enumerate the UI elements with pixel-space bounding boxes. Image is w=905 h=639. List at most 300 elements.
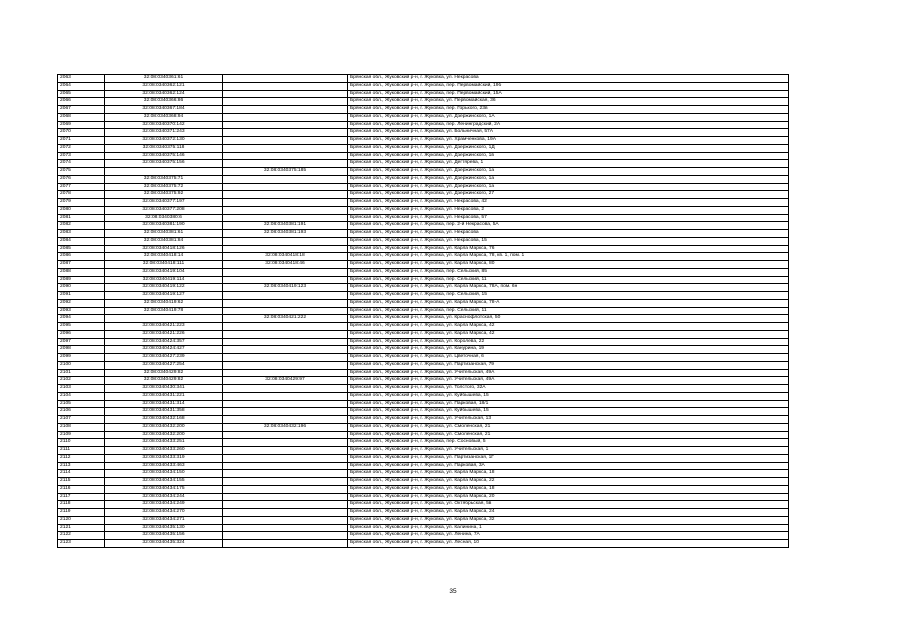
related-cadastral-number-cell — [223, 307, 348, 315]
related-cadastral-number-cell — [223, 191, 348, 199]
table-row — [58, 431, 789, 439]
address-cell: Брянская обл., Жуковский р-н, г. Жуковка, ул. Карла Маркса, 18 — [348, 485, 789, 493]
cadastral-number-cell: 32:08:0340434:270 — [105, 509, 223, 517]
related-cadastral-number-cell: 32:08:0340418:18 — [223, 253, 348, 261]
row-number-cell: 2086 — [58, 253, 105, 261]
address-cell: Брянская обл., Жуковский р-н, г. Жуковка, ул. Некрасова, 57 — [348, 214, 789, 222]
related-cadastral-number-cell: 32:08:0340381:193 — [223, 230, 348, 238]
related-cadastral-number-cell: 32:08:0340375:185 — [223, 168, 348, 176]
table-row — [58, 501, 789, 509]
related-cadastral-number-cell — [223, 323, 348, 331]
address-cell: Брянская обл., Жуковский р-н, г. Жуковка, ул. Больничная, 57А — [348, 129, 789, 137]
table-row — [58, 338, 789, 346]
cadastral-number-cell: 32:08:0340427:254 — [105, 361, 223, 369]
row-number-cell: 2089 — [58, 276, 105, 284]
row-number-cell: 2100 — [58, 361, 105, 369]
row-number-cell: 2113 — [58, 462, 105, 470]
row-number-cell: 2084 — [58, 237, 105, 245]
address-cell: Брянская обл., Жуковский р-н, г. Жуковка, ул. Некрасова, 15 — [348, 237, 789, 245]
cadastral-number-cell: 32:08:0340434:155 — [105, 478, 223, 486]
related-cadastral-number-cell — [223, 447, 348, 455]
related-cadastral-number-cell — [223, 385, 348, 393]
address-cell: Брянская обл., Жуковский р-н, г. Жуковка, ул. Партизанская, 1Г — [348, 454, 789, 462]
related-cadastral-number-cell — [223, 160, 348, 168]
cadastral-number-cell: 32:08:0340418:111 — [105, 261, 223, 269]
cadastral-number-cell: 32:08:0340434:150 — [105, 470, 223, 478]
cadastral-number-cell: 32:08:0340419:104 — [105, 268, 223, 276]
row-number-cell: 2110 — [58, 439, 105, 447]
cadastral-number-cell: 32:08:0340372:130 — [105, 137, 223, 145]
row-number-cell: 2121 — [58, 524, 105, 532]
cadastral-number-cell: 32:08:0340371:243 — [105, 129, 223, 137]
table-row — [58, 268, 789, 276]
table-row — [58, 516, 789, 524]
cadastral-number-cell: 32:08:0340380:6 — [105, 214, 223, 222]
cadastral-number-cell: 32:08:0340368:94 — [105, 113, 223, 121]
cadastral-number-cell: 32:08:0340375:72 — [105, 183, 223, 191]
address-cell: Брянская обл., Жуковский р-н, г. Жуковка, ул. Карла Маркса, 32 — [348, 516, 789, 524]
table-row — [58, 284, 789, 292]
table-row — [58, 462, 789, 470]
row-number-cell: 2065 — [58, 90, 105, 98]
cadastral-number-cell: 32:08:0340377:208 — [105, 206, 223, 214]
related-cadastral-number-cell — [223, 532, 348, 540]
related-cadastral-number-cell — [223, 454, 348, 462]
row-number-cell: 2109 — [58, 431, 105, 439]
table-row — [58, 509, 789, 517]
row-number-cell: 2095 — [58, 323, 105, 331]
table-row — [58, 121, 789, 129]
table-row — [58, 315, 789, 323]
address-cell: Брянская обл., Жуковский р-н, г. Жуковка, ул. Некрасова — [348, 75, 789, 83]
cadastral-number-cell: 32:08:0340419:127 — [105, 292, 223, 300]
table-row — [58, 524, 789, 532]
cadastral-number-cell: 32:08:0340432:168 — [105, 416, 223, 424]
table-row — [58, 299, 789, 307]
table-row — [58, 152, 789, 160]
row-number-cell: 2072 — [58, 144, 105, 152]
table-row — [58, 82, 789, 90]
row-number-cell: 2083 — [58, 230, 105, 238]
row-number-cell: 2076 — [58, 175, 105, 183]
cadastral-number-cell: 32:08:0340427:239 — [105, 354, 223, 362]
related-cadastral-number-cell — [223, 485, 348, 493]
cadastral-number-cell: 32:08:0340432:200 — [105, 431, 223, 439]
cadastral-number-cell: 32:08:0340421:226 — [105, 330, 223, 338]
address-cell: Брянская обл., Жуковский р-н, г. Жуковка, ул. Калинина, 1 — [348, 524, 789, 532]
table-row — [58, 485, 789, 493]
related-cadastral-number-cell — [223, 129, 348, 137]
address-cell: Брянская обл., Жуковский р-н, г. Жуковка, ул. Дзержинского, 1в — [348, 152, 789, 160]
table-row — [58, 377, 789, 385]
cadastral-number-cell: 32:08:0340381:84 — [105, 237, 223, 245]
cadastral-number-cell: 32:08:0340433:463 — [105, 462, 223, 470]
row-number-cell: 2073 — [58, 152, 105, 160]
cadastral-number-cell: 32:08:0340435:156 — [105, 532, 223, 540]
row-number-cell: 2063 — [58, 75, 105, 83]
address-cell: Брянская обл., Жуковский р-н, г. Жуковка, ул. Дзержинского, 1а — [348, 168, 789, 176]
cadastral-number-cell: 32:08:0340421:223 — [105, 323, 223, 331]
related-cadastral-number-cell — [223, 416, 348, 424]
address-cell: Брянская обл., Жуковский р-н, г. Жуковка, ул. Карла Маркса, 78, кв. 1, пом. 1 — [348, 253, 789, 261]
address-cell: Брянская обл., Жуковский р-н, г. Жуковка, ул. Карла Маркса, 18 — [348, 470, 789, 478]
address-cell: Брянская обл., Жуковский р-н, г. Жуковка, ул. Учительская, 49А — [348, 369, 789, 377]
cadastral-number-cell: 32:08:0340381:190 — [105, 222, 223, 230]
row-number-cell: 2087 — [58, 261, 105, 269]
address-cell: Брянская обл., Жуковский р-н, г. Жуковка, ул. Учительская, 49А — [348, 377, 789, 385]
table-row — [58, 400, 789, 408]
related-cadastral-number-cell: 32:08:0340432:196 — [223, 423, 348, 431]
address-cell: Брянская обл., Жуковский р-н, г. Жуковка, ул. Карла Маркса, 78А, пом. 6н — [348, 284, 789, 292]
table-row — [58, 493, 789, 501]
related-cadastral-number-cell — [223, 152, 348, 160]
table-row — [58, 168, 789, 176]
address-cell: Брянская обл., Жуковский р-н, г. Жуковка, ул. Парковая, 3А — [348, 462, 789, 470]
row-number-cell: 2114 — [58, 470, 105, 478]
cadastral-number-cell: 32:08:0340434:244 — [105, 493, 223, 501]
row-number-cell: 2106 — [58, 408, 105, 416]
address-cell: Брянская обл., Жуковский р-н, г. Жуковка, ул. Партизанская, 79 — [348, 361, 789, 369]
address-cell: Брянская обл., Жуковский р-н, г. Жуковка, ул. Дзержинского, 1А — [348, 113, 789, 121]
cadastral-number-cell: 32:08:0340419:78 — [105, 307, 223, 315]
cadastral-number-cell: 32:08:0340424:427 — [105, 346, 223, 354]
table-row — [58, 137, 789, 145]
row-number-cell: 2074 — [58, 160, 105, 168]
related-cadastral-number-cell: 32:08:0340381:191 — [223, 222, 348, 230]
table-row — [58, 392, 789, 400]
related-cadastral-number-cell — [223, 408, 348, 416]
row-number-cell: 2088 — [58, 268, 105, 276]
row-number-cell: 2090 — [58, 284, 105, 292]
cadastral-number-cell: 32:08:0340370:142 — [105, 121, 223, 129]
cadastral-number-cell — [105, 168, 223, 176]
cadastral-number-cell: 32:08:0340435:130 — [105, 524, 223, 532]
row-number-cell: 2120 — [58, 516, 105, 524]
related-cadastral-number-cell: 32:08:0340419:123 — [223, 284, 348, 292]
table-row — [58, 129, 789, 137]
address-cell: Брянская обл., Жуковский р-н, г. Жуковка, ул. Ленина, 7А — [348, 532, 789, 540]
address-cell: Брянская обл., Жуковский р-н, г. Жуковка, пер. 2-й Некрасова, 5А — [348, 222, 789, 230]
table-row — [58, 160, 789, 168]
row-number-cell: 2111 — [58, 447, 105, 455]
address-cell: Брянская обл., Жуковский р-н, г. Жуковка, ул. Дзержинского, 1а — [348, 175, 789, 183]
table-row — [58, 478, 789, 486]
address-cell: Брянская обл., Жуковский р-н, г. Жуковка, ул. Лесная, 10 — [348, 540, 789, 548]
address-cell: Брянская обл., Жуковский р-н, г. Жуковка, ул. Дзержинского, 1Д — [348, 144, 789, 152]
address-cell: Брянская обл., Жуковский р-н, г. Жуковка, ул. Карла Маркса, 24 — [348, 509, 789, 517]
cadastral-number-cell: 32:08:0340434:175 — [105, 485, 223, 493]
row-number-cell: 2067 — [58, 106, 105, 114]
related-cadastral-number-cell — [223, 214, 348, 222]
address-cell: Брянская обл., Жуковский р-н, г. Жуковка, ул. Некрасова — [348, 230, 789, 238]
related-cadastral-number-cell — [223, 400, 348, 408]
cadastral-number-cell: 32:08:0340381:61 — [105, 230, 223, 238]
cadastral-number-cell: 32:08:0340431:314 — [105, 400, 223, 408]
cadastral-number-cell: 32:08:0340362:121 — [105, 82, 223, 90]
related-cadastral-number-cell — [223, 462, 348, 470]
table-row — [58, 191, 789, 199]
table-row — [58, 206, 789, 214]
related-cadastral-number-cell — [223, 509, 348, 517]
table-row — [58, 90, 789, 98]
cadastral-number-cell: 32:08:0340433:251 — [105, 439, 223, 447]
address-cell: Брянская обл., Жуковский р-н, г. Жуковка, ул. Карла Маркса, 80 — [348, 261, 789, 269]
related-cadastral-number-cell — [223, 137, 348, 145]
cadastral-number-cell: 32:08:0340434:249 — [105, 501, 223, 509]
table-row — [58, 261, 789, 269]
row-number-cell: 2104 — [58, 392, 105, 400]
row-number-cell: 2085 — [58, 245, 105, 253]
row-number-cell: 2115 — [58, 478, 105, 486]
row-number-cell: 2096 — [58, 330, 105, 338]
related-cadastral-number-cell — [223, 330, 348, 338]
cadastral-number-cell: 32:08:0340433:319 — [105, 454, 223, 462]
address-cell: Брянская обл., Жуковский р-н, г. Жуковка, ул. Храмченкова, 19А — [348, 137, 789, 145]
row-number-cell: 2075 — [58, 168, 105, 176]
address-cell: Брянская обл., Жуковский р-н, г. Жуковка, пер. Первомайский, 19б — [348, 82, 789, 90]
address-cell: Брянская обл., Жуковский р-н, г. Жуковка, пер. Горького, 23в — [348, 106, 789, 114]
related-cadastral-number-cell — [223, 199, 348, 207]
row-number-cell: 2103 — [58, 385, 105, 393]
address-cell: Брянская обл., Жуковский р-н, г. Жуковка, пер. Сельский, 11 — [348, 307, 789, 315]
cadastral-number-cell: 32:08:0340367:184 — [105, 106, 223, 114]
row-number-cell: 2079 — [58, 199, 105, 207]
table-row — [58, 75, 789, 83]
cadastral-number-cell: 32:08:0340435:324 — [105, 540, 223, 548]
address-cell: Брянская обл., Жуковский р-н, г. Жуковка, пер. Ленинградский, 2А — [348, 121, 789, 129]
row-number-cell: 2107 — [58, 416, 105, 424]
address-cell: Брянская обл., Жуковский р-н, г. Жуковка, ул. Некрасова, 42 — [348, 199, 789, 207]
address-cell: Брянская обл., Жуковский р-н, г. Жуковка, ул. Первомайская, 36 — [348, 98, 789, 106]
row-number-cell: 2082 — [58, 222, 105, 230]
table-row — [58, 416, 789, 424]
related-cadastral-number-cell — [223, 392, 348, 400]
table-row — [58, 532, 789, 540]
row-number-cell: 2112 — [58, 454, 105, 462]
related-cadastral-number-cell — [223, 540, 348, 548]
table-row — [58, 253, 789, 261]
row-number-cell: 2077 — [58, 183, 105, 191]
cadastral-number-cell: 32:08:0340375:92 — [105, 191, 223, 199]
address-cell: Брянская обл., Жуковский р-н, г. Жуковка, ул. Смоленская, 21 — [348, 423, 789, 431]
address-cell: Брянская обл., Жуковский р-н, г. Жуковка, ул. Дзержинского, 1а — [348, 183, 789, 191]
cadastral-number-cell: 32:08:0340430:341 — [105, 385, 223, 393]
address-cell: Брянская обл., Жуковский р-н, г. Жуковка, ул. Некрасова, 2 — [348, 206, 789, 214]
related-cadastral-number-cell — [223, 361, 348, 369]
related-cadastral-number-cell — [223, 82, 348, 90]
related-cadastral-number-cell — [223, 245, 348, 253]
row-number-cell: 2080 — [58, 206, 105, 214]
related-cadastral-number-cell — [223, 237, 348, 245]
related-cadastral-number-cell — [223, 75, 348, 83]
row-number-cell: 2102 — [58, 377, 105, 385]
address-cell: Брянская обл., Жуковский р-н, г. Жуковка, ул. Октябрьская, 5в — [348, 501, 789, 509]
table-row — [58, 214, 789, 222]
related-cadastral-number-cell — [223, 478, 348, 486]
related-cadastral-number-cell — [223, 431, 348, 439]
address-cell: Брянская обл., Жуковский р-н, г. Жуковка, ул. Куйбышева, 15 — [348, 408, 789, 416]
table-row — [58, 540, 789, 548]
table-row — [58, 447, 789, 455]
table-row — [58, 361, 789, 369]
cadastral-table — [57, 74, 789, 548]
table-row — [58, 330, 789, 338]
table-row — [58, 369, 789, 377]
address-cell: Брянская обл., Жуковский р-н, г. Жуковка, ул. Канурина, 19 — [348, 346, 789, 354]
row-number-cell: 2068 — [58, 113, 105, 121]
row-number-cell: 2108 — [58, 423, 105, 431]
related-cadastral-number-cell — [223, 121, 348, 129]
row-number-cell: 2123 — [58, 540, 105, 548]
related-cadastral-number-cell — [223, 144, 348, 152]
cadastral-number-cell: 32:08:0340375:71 — [105, 175, 223, 183]
cadastral-number-cell: 32:08:0340361:61 — [105, 75, 223, 83]
row-number-cell: 2116 — [58, 485, 105, 493]
table-row — [58, 175, 789, 183]
related-cadastral-number-cell — [223, 183, 348, 191]
related-cadastral-number-cell — [223, 501, 348, 509]
related-cadastral-number-cell — [223, 106, 348, 114]
address-cell: Брянская обл., Жуковский р-н, г. Жуковка, ул. Карла Маркса, 78-А — [348, 299, 789, 307]
cadastral-number-cell: 32:08:0340375:118 — [105, 144, 223, 152]
address-cell: Брянская обл., Жуковский р-н, г. Жуковка, пер. Сельский, 15 — [348, 292, 789, 300]
address-cell: Брянская обл., Жуковский р-н, г. Жуковка, ул. Смоленская, 21 — [348, 431, 789, 439]
address-cell: Брянская обл., Жуковский р-н, г. Жуковка, ул. Дзержинского, 27 — [348, 191, 789, 199]
row-number-cell: 2098 — [58, 346, 105, 354]
address-cell: Брянская обл., Жуковский р-н, г. Жуковка, ул. Карла Маркса, 76 — [348, 245, 789, 253]
address-cell: Брянская обл., Жуковский р-н, г. Жуковка, ул. Парковая, 18/1 — [348, 400, 789, 408]
row-number-cell: 2066 — [58, 98, 105, 106]
table-row — [58, 144, 789, 152]
related-cadastral-number-cell — [223, 338, 348, 346]
related-cadastral-number-cell — [223, 98, 348, 106]
table-row — [58, 106, 789, 114]
cadastral-number-cell: 32:08:0340431:358 — [105, 408, 223, 416]
cadastral-table-body — [58, 75, 789, 548]
row-number-cell: 2093 — [58, 307, 105, 315]
address-cell: Брянская обл., Жуковский р-н, г. Жуковка, ул. Карла Маркса, 42 — [348, 323, 789, 331]
related-cadastral-number-cell — [223, 292, 348, 300]
table-row — [58, 454, 789, 462]
cadastral-number-cell: 32:08:0340424:357 — [105, 338, 223, 346]
address-cell: Брянская обл., Жуковский р-н, г. Жуковка, пер. Первомайский, 15А — [348, 90, 789, 98]
row-number-cell: 2119 — [58, 509, 105, 517]
address-cell: Брянская обл., Жуковский р-н, г. Жуковка, ул. Карла Маркса, 22 — [348, 478, 789, 486]
table-row — [58, 346, 789, 354]
cadastral-number-cell: 32:08:0340366:86 — [105, 98, 223, 106]
related-cadastral-number-cell: 32:08:0340418:46 — [223, 261, 348, 269]
table-row — [58, 470, 789, 478]
cadastral-number-cell: 32:08:0340362:124 — [105, 90, 223, 98]
address-cell: Брянская обл., Жуковский р-н, г. Жуковка, ул. Дегтярева, 1 — [348, 160, 789, 168]
cadastral-number-cell: 32:08:0340419:114 — [105, 276, 223, 284]
address-cell: Брянская обл., Жуковский р-н, г. Жуковка, ул. Учительская, 13 — [348, 416, 789, 424]
related-cadastral-number-cell — [223, 346, 348, 354]
table-row — [58, 98, 789, 106]
related-cadastral-number-cell — [223, 524, 348, 532]
address-cell: Брянская обл., Жуковский р-н, г. Жуковка, ул. Куйбышева, 15 — [348, 392, 789, 400]
row-number-cell: 2071 — [58, 137, 105, 145]
related-cadastral-number-cell — [223, 369, 348, 377]
related-cadastral-number-cell — [223, 516, 348, 524]
related-cadastral-number-cell — [223, 470, 348, 478]
related-cadastral-number-cell — [223, 268, 348, 276]
row-number-cell: 2078 — [58, 191, 105, 199]
table-row — [58, 222, 789, 230]
address-cell: Брянская обл., Жуковский р-н, г. Жуковка, ул. Краснофлотская, 50 — [348, 315, 789, 323]
address-cell: Брянская обл., Жуковский р-н, г. Жуковка, пер. Сельский, 85 — [348, 268, 789, 276]
cadastral-number-cell: 32:08:0340418:14 — [105, 253, 223, 261]
related-cadastral-number-cell — [223, 493, 348, 501]
row-number-cell: 2122 — [58, 532, 105, 540]
row-number-cell: 2092 — [58, 299, 105, 307]
cadastral-number-cell — [105, 315, 223, 323]
row-number-cell: 2101 — [58, 369, 105, 377]
address-cell: Брянская обл., Жуковский р-н, г. Жуковка, пер. Сельский, 11 — [348, 276, 789, 284]
related-cadastral-number-cell — [223, 175, 348, 183]
row-number-cell: 2091 — [58, 292, 105, 300]
table-row — [58, 354, 789, 362]
row-number-cell: 2118 — [58, 501, 105, 509]
table-row — [58, 385, 789, 393]
row-number-cell: 2099 — [58, 354, 105, 362]
cadastral-number-cell: 32:08:0340433:260 — [105, 447, 223, 455]
address-cell: Брянская обл., Жуковский р-н, г. Жуковка, ул. Карла Маркса, 20 — [348, 493, 789, 501]
table-row — [58, 113, 789, 121]
table-row — [58, 323, 789, 331]
address-cell: Брянская обл., Жуковский р-н, г. Жуковка, ул. Толстого, 32А — [348, 385, 789, 393]
table-row — [58, 307, 789, 315]
address-cell: Брянская обл., Жуковский р-н, г. Жуковка, ул. Королева, 22 — [348, 338, 789, 346]
table-row — [58, 439, 789, 447]
cadastral-number-cell: 32:08:0340434:271 — [105, 516, 223, 524]
row-number-cell: 2081 — [58, 214, 105, 222]
cadastral-number-cell: 32:08:0340429:82 — [105, 369, 223, 377]
cadastral-number-cell: 32:08:0340375:146 — [105, 152, 223, 160]
cadastral-number-cell: 32:08:0340419:62 — [105, 299, 223, 307]
related-cadastral-number-cell — [223, 276, 348, 284]
table-row — [58, 183, 789, 191]
table-row — [58, 230, 789, 238]
row-number-cell: 2069 — [58, 121, 105, 129]
table-row — [58, 276, 789, 284]
cadastral-number-cell: 32:08:0340432:200 — [105, 423, 223, 431]
related-cadastral-number-cell — [223, 90, 348, 98]
related-cadastral-number-cell — [223, 354, 348, 362]
row-number-cell: 2097 — [58, 338, 105, 346]
table-row — [58, 292, 789, 300]
related-cadastral-number-cell: 32:08:0340429:97 — [223, 377, 348, 385]
related-cadastral-number-cell — [223, 299, 348, 307]
table-row — [58, 423, 789, 431]
table-row — [58, 408, 789, 416]
related-cadastral-number-cell — [223, 113, 348, 121]
related-cadastral-number-cell — [223, 439, 348, 447]
address-cell: Брянская обл., Жуковский р-н, г. Жуковка, пер. Сосновый, 5 — [348, 439, 789, 447]
cadastral-number-cell: 32:08:0340419:122 — [105, 284, 223, 292]
page-number: 35 — [449, 588, 457, 595]
cadastral-number-cell: 32:08:0340418:126 — [105, 245, 223, 253]
row-number-cell: 2117 — [58, 493, 105, 501]
cadastral-number-cell: 32:08:0340429:82 — [105, 377, 223, 385]
cadastral-number-cell: 32:08:0340431:221 — [105, 392, 223, 400]
row-number-cell: 2070 — [58, 129, 105, 137]
row-number-cell: 2064 — [58, 82, 105, 90]
table-row — [58, 245, 789, 253]
table-row — [58, 237, 789, 245]
row-number-cell: 2105 — [58, 400, 105, 408]
table-row — [58, 199, 789, 207]
